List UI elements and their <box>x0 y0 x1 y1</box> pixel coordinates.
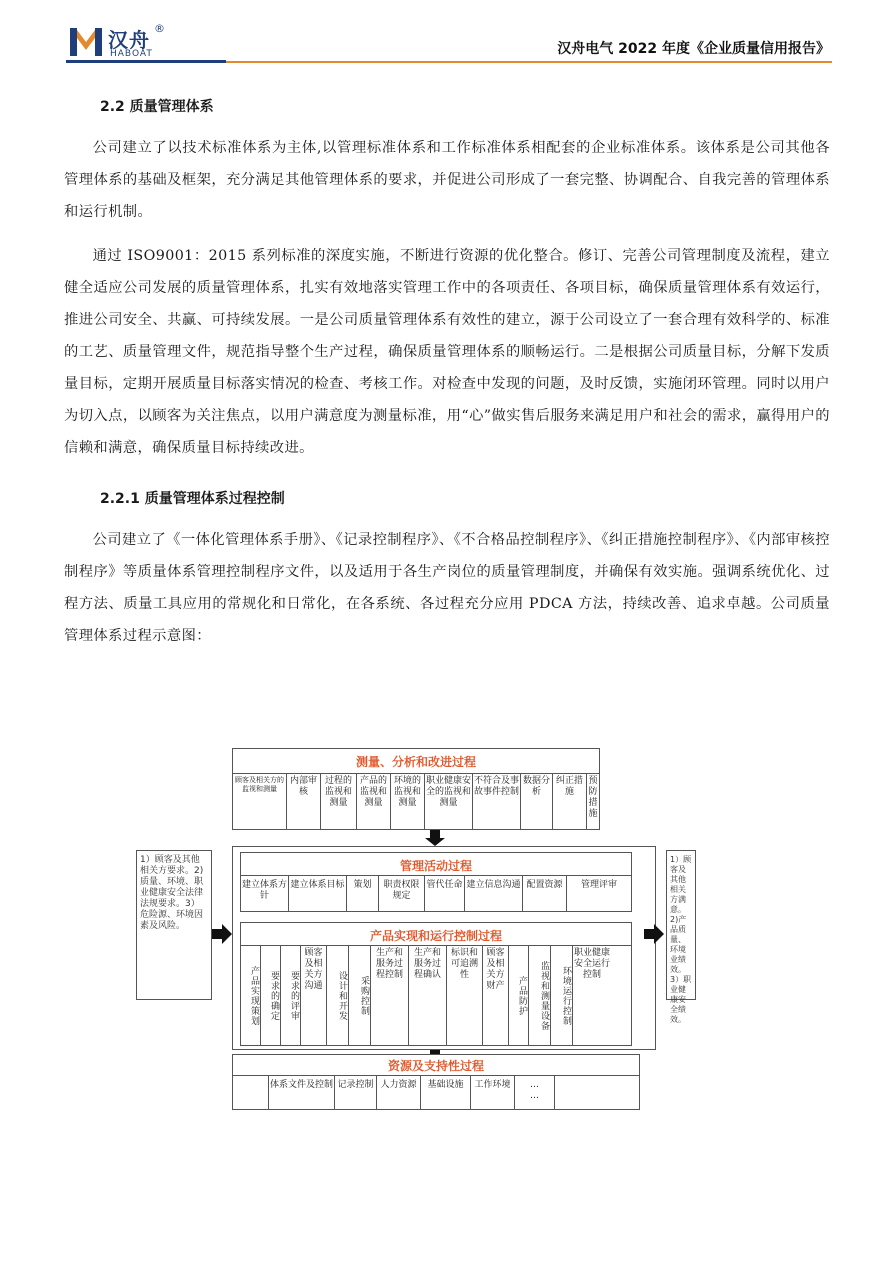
header-divider-blue <box>66 60 226 63</box>
management-item: 管代任命 <box>425 876 465 911</box>
resources-items-row <box>233 1075 639 1109</box>
product-item: 要求的评审 <box>281 946 301 1045</box>
output-satisfaction-box: 1）顾客及其他相关方满意。2)产品质量、环境业绩效。3）职业健康安全绩效。 <box>666 850 696 1000</box>
resources-box <box>232 1054 640 1110</box>
product-item: 顾客及相关方财产 <box>483 946 509 1045</box>
management-item: 职责权限规定 <box>379 876 425 911</box>
resource-item <box>233 1076 269 1109</box>
management-box <box>240 852 632 912</box>
section-heading-2-2-1: 2.2.1 质量管理体系过程控制 <box>100 491 285 507</box>
measure-item: 不符合及事故事件控制 <box>473 774 521 829</box>
management-item: 建立体系目标 <box>289 876 347 911</box>
measure-item: 预防措施 <box>588 776 598 819</box>
product-item: 标识和可追溯性 <box>447 946 483 1045</box>
product-item: 职业健康安全运行控制 <box>574 948 611 980</box>
resource-item: … … <box>515 1076 555 1109</box>
product-item: 生产和服务过程确认 <box>409 946 447 1045</box>
management-item: 建立体系方针 <box>241 876 289 911</box>
resource-item: 记录控制 <box>335 1076 377 1109</box>
measure-item: 内部审核 <box>287 774 321 829</box>
product-item: 产品实现策划 <box>241 946 261 1045</box>
measure-item: 过程的监视和测量 <box>321 774 357 829</box>
management-item: 管理评审 <box>580 880 617 890</box>
management-title: 管理活动过程 <box>399 859 472 873</box>
measure-item: 顾客及相关方的监视和测量 <box>233 774 287 829</box>
product-item: 产品防护 <box>509 946 529 1045</box>
registered-mark: ® <box>154 22 165 35</box>
resource-item: 人力资源 <box>377 1076 421 1109</box>
measure-items-row <box>233 773 599 829</box>
product-item: 顾客及相关方沟通 <box>301 946 327 1045</box>
product-items-row <box>241 945 631 1045</box>
product-item: 生产和服务过程控制 <box>371 946 409 1045</box>
page-header <box>0 0 892 70</box>
product-item: 设计和开发 <box>327 946 349 1045</box>
arrow-down-head-icon <box>425 838 445 846</box>
haboat-logo <box>68 22 218 64</box>
resource-item: 基础设施 <box>421 1076 471 1109</box>
resource-item <box>555 1076 639 1109</box>
management-items-row <box>241 875 631 911</box>
resources-title: 资源及支持性过程 <box>387 1059 484 1073</box>
management-item: 建立信息沟通 <box>465 876 523 911</box>
resource-item: 体系文件及控制 <box>269 1076 335 1109</box>
report-title: 汉舟电气 2022 年度《企业质量信用报告》 <box>557 41 830 57</box>
measure-item: 环境的监视和测量 <box>391 774 425 829</box>
document-body <box>64 84 830 652</box>
resource-item: 工作环境 <box>471 1076 515 1109</box>
product-title: 产品实现和运行控制过程 <box>369 929 502 943</box>
measure-title: 测量、分析和改进过程 <box>355 755 476 769</box>
management-item: 配置资源 <box>523 876 567 911</box>
input-requirements-box: 1）顾客及其他相关方要求。2)质量、环境、职业健康安全法律法规要求。3）危险源、环境因素及风险。 <box>136 850 212 1000</box>
logo-text-cn: 汉舟 <box>108 28 150 52</box>
paragraph-standards-system: 公司建立了以技术标准体系为主体,以管理标准体系和工作标准体系相配套的企业标准体系。该体系是公司其他各管理体系的基础及框架，充分满足其他管理体系的要求，并促进公司形成了一套完整、协调配合、自我完善的管理体系和运行机制。 <box>64 140 830 220</box>
paragraph-iso9001: 通过 ISO9001：2015 系列标准的深度实施，不断进行资源的优化整合。修订、完善公司管理制度及流程，建立健全适应公司发展的质量管理体系，扎实有效地落实管理工作中的各项责任、各项目标，确保质量管理体系有效运行，推进公司安全、共赢、可持续发展。一是公司质量管理体系有效性的建立，源于公司设立了一套合理有效科学的、标准的工艺、质量管理文件，规范指导整个生产过程，确保质量管理体系的顺畅运行。二是根据公司质量目标，分解下发质量目标，定期开展质量目标落实情况的检查、考核工作。对检查中发现的问题，及时反馈，实施闭环管理。同时以用户为切入点，以顾客为关注焦点，以用户满意度为测量标准，用“心”做实售后服务来满足用户和社会的需求，赢得用户的信赖和满意，确保质量目标持续改进。 <box>64 248 830 456</box>
measure-item: 产品的监视和测量 <box>357 774 391 829</box>
section-heading-2-2: 2.2 质量管理体系 <box>100 99 214 115</box>
arrow-right-output-head-icon <box>654 924 664 944</box>
management-item: 策划 <box>347 876 379 911</box>
quality-process-diagram <box>136 748 696 1112</box>
paragraph-process-control: 公司建立了《一体化管理体系手册》、《记录控制程序》、《不合格品控制程序》、《纠正措施控制程序》、《内部审核控制程序》等质量体系管理控制程序文件，以及适用于各生产岗位的质量管理制度，并确保有效实施。强调系统优化、过程方法、质量工具应用的常规化和日常化，在各系统、各过程充分应用 PDCA 方法，持续改善、追求卓越。公司质量管理体系过程示意图： <box>64 532 830 644</box>
product-realization-box <box>240 922 632 1046</box>
product-item: 环境运行控制 <box>551 946 573 1045</box>
measure-item: 纠正措施 <box>553 774 587 829</box>
header-divider-orange <box>226 61 832 63</box>
measure-analysis-box <box>232 748 600 830</box>
measure-item: 数据分析 <box>521 774 553 829</box>
product-item: 采购控制 <box>349 946 371 1045</box>
arrow-right-input-head-icon <box>222 924 232 944</box>
logo-text-en: HABOAT <box>110 49 153 59</box>
product-item: 要求的确定 <box>261 946 281 1045</box>
haboat-logo-icon <box>68 24 104 60</box>
measure-item: 职业健康安全的监视和测量 <box>425 774 473 829</box>
product-item: 监视和测量设备 <box>529 946 551 1045</box>
